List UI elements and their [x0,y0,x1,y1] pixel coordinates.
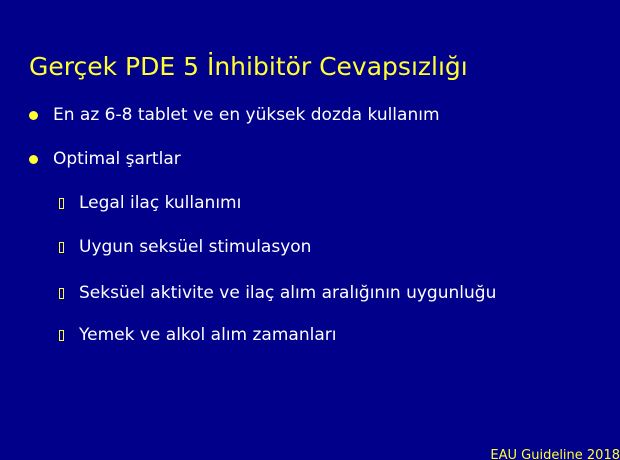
slide-footer: EAU Guideline 2018 [490,448,620,460]
sub-bullet-icon [59,198,64,209]
slide-title: Gerçek PDE 5 İnhibitör Cevapsızlığı [29,52,468,81]
sub-bullet-item-1 [59,190,241,216]
sub-bullet-item-2 [59,234,311,260]
sub-bullet-icon [59,330,64,341]
sub-bullet-icon [59,242,64,253]
bullet-dot-icon [29,111,38,120]
bullet-dot-icon [29,155,38,164]
sub-bullet-text-1: Legal ilaç kullanımı [79,193,242,213]
bullet-text-2: Optimal şartlar [53,149,181,169]
sub-bullet-item-3 [59,280,496,306]
sub-bullet-text-2: Uygun seksüel stimulasyon [79,237,312,257]
bullet-item-2 [29,146,181,172]
sub-bullet-text-4: Yemek ve alkol alım zamanları [79,325,337,345]
sub-bullet-item-4 [59,322,336,348]
bullet-item-1 [29,102,440,128]
sub-bullet-text-3: Seksüel aktivite ve ilaç alım aralığının uygunluğu [79,283,497,303]
sub-bullet-icon [59,288,64,299]
bullet-text-1: En az 6-8 tablet ve en yüksek dozda kullanım [53,105,440,125]
